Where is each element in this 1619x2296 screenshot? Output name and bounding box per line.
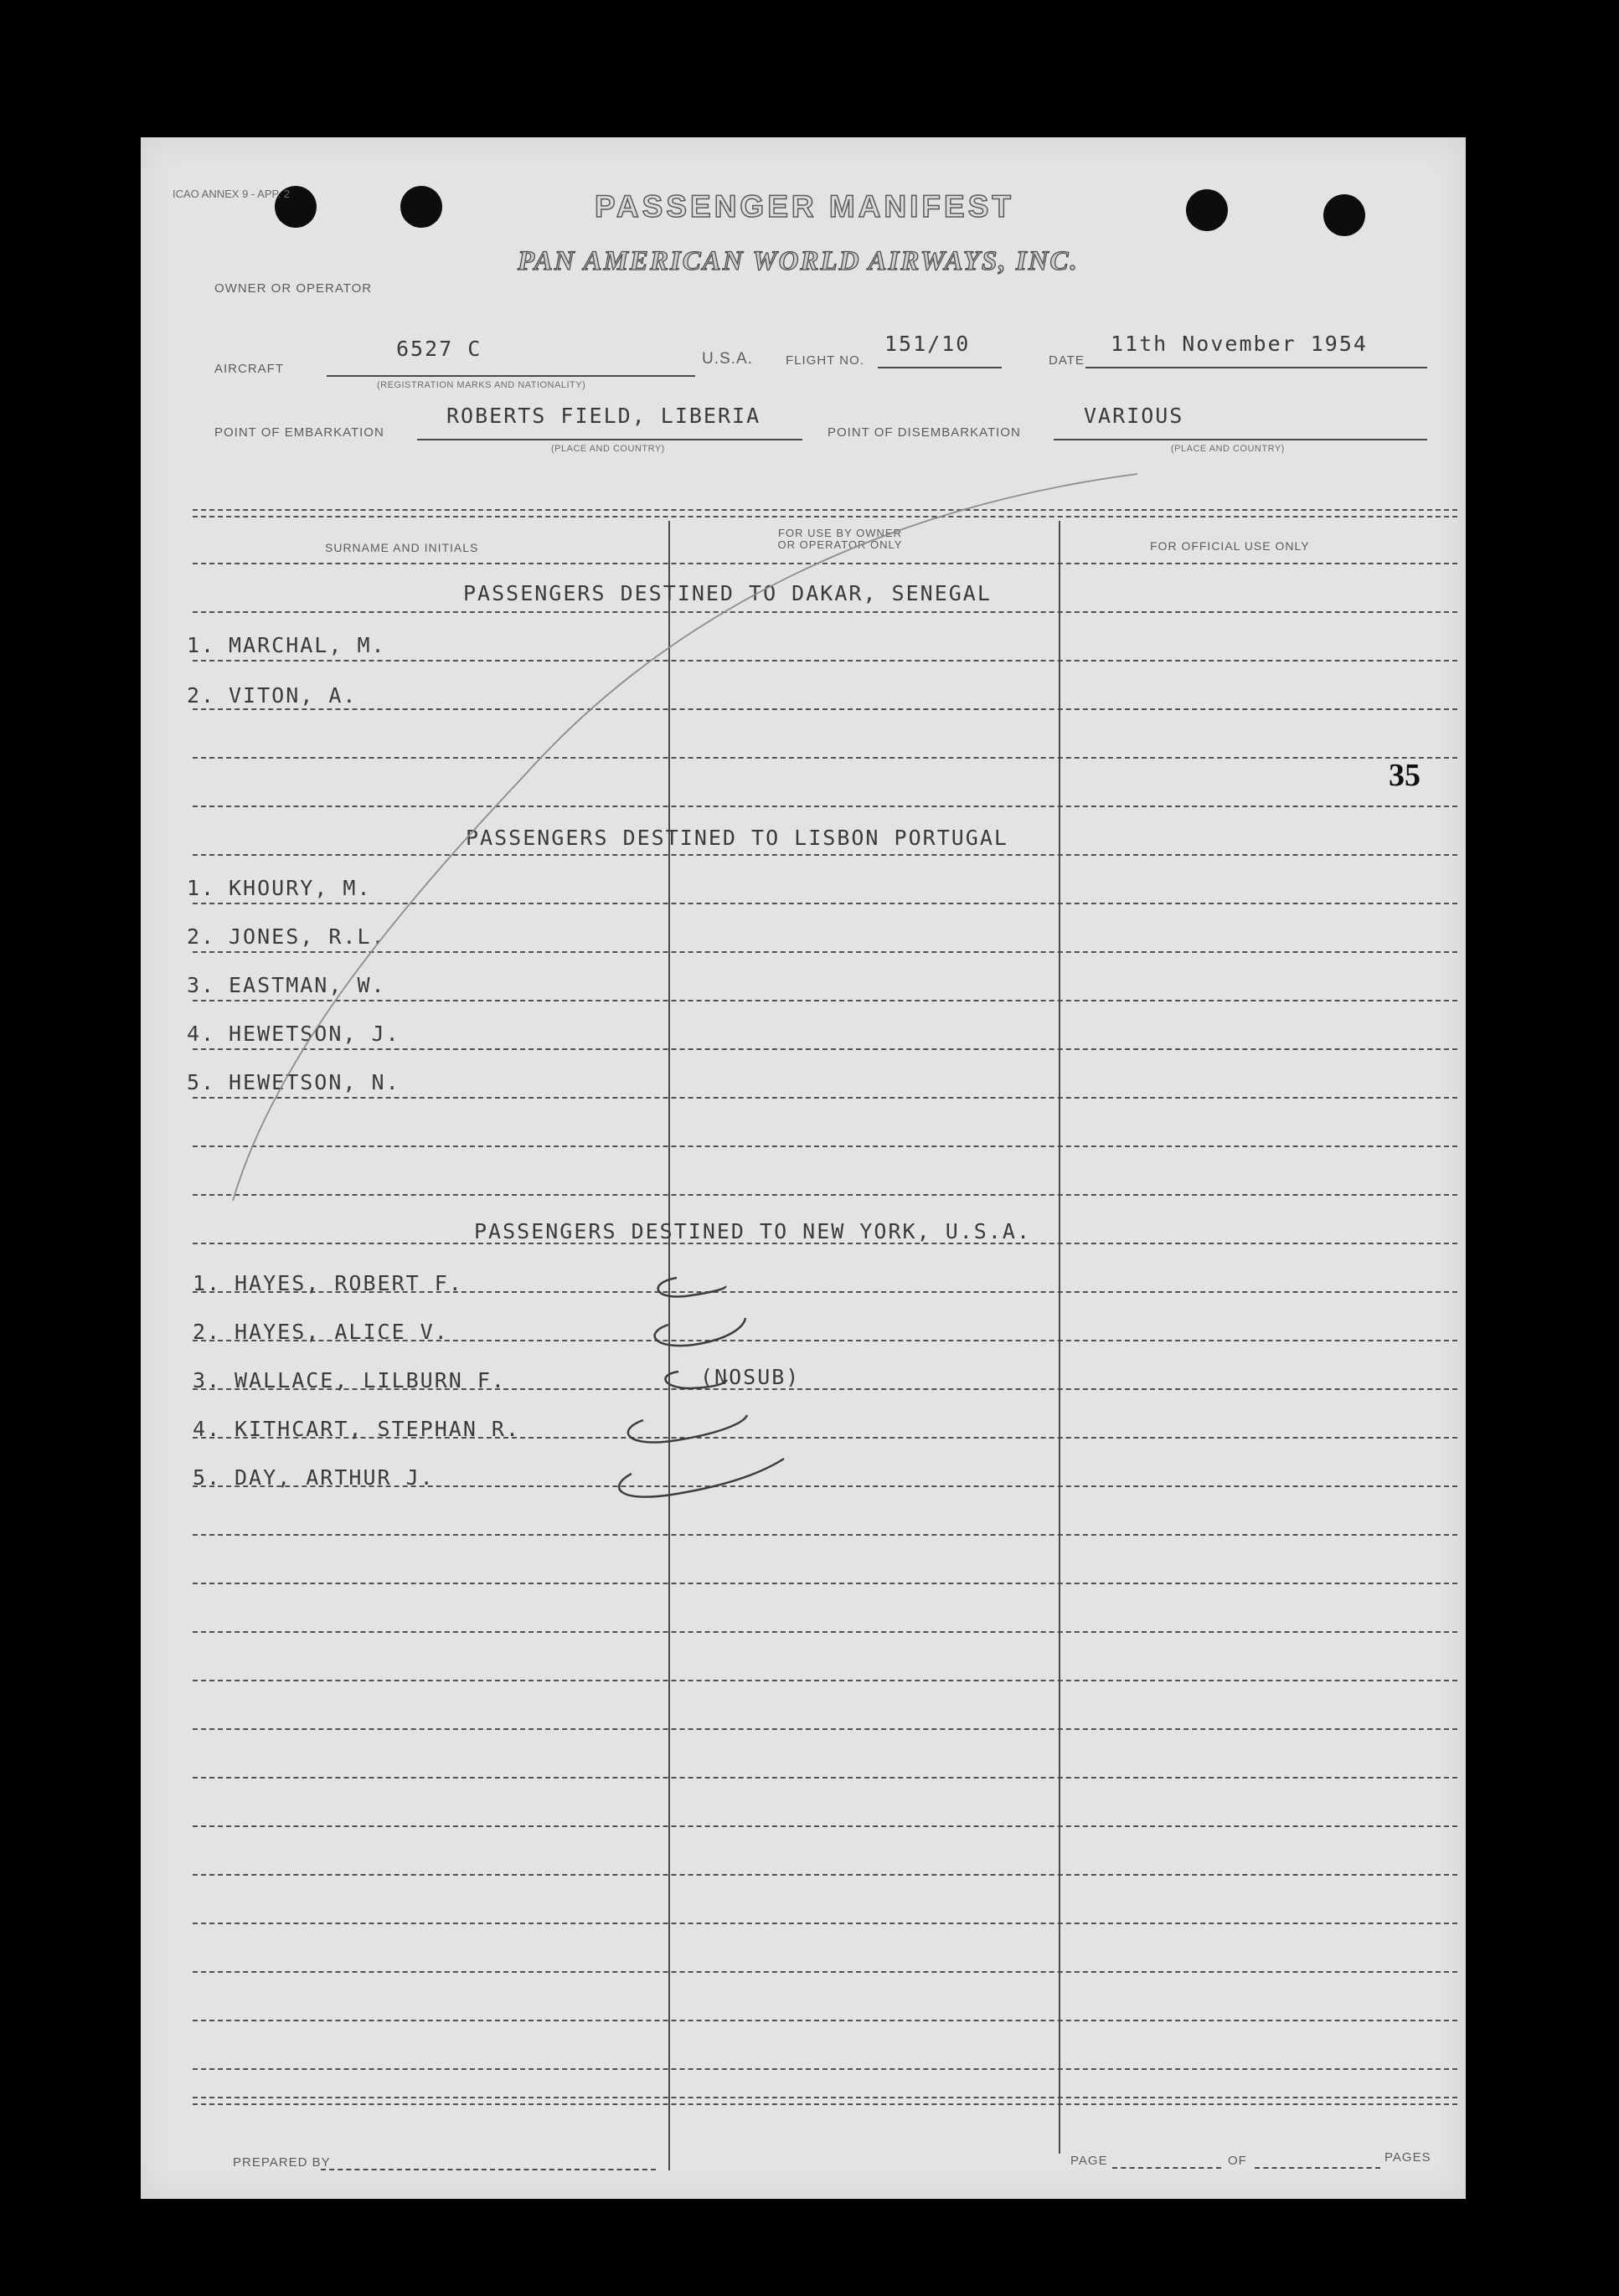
flight-value: 151/10 <box>884 332 971 356</box>
handwritten-marks <box>141 137 1466 2199</box>
owner-label: OWNER OR OPERATOR <box>214 281 373 296</box>
nationality-label: U.S.A. <box>702 350 753 368</box>
disembarkation-caption: (PLACE AND COUNTRY) <box>1171 444 1285 454</box>
footer-rule <box>193 2103 1457 2105</box>
check-mark <box>628 1415 747 1443</box>
page-label: PAGE <box>1070 2154 1108 2168</box>
passenger-name: HAYES, ALICE V. <box>235 1320 449 1344</box>
passenger-number: 1. <box>193 1271 222 1295</box>
passenger-number: 5. <box>187 1070 216 1094</box>
page-title: PASSENGER MANIFEST <box>595 189 1014 224</box>
passenger-name: HEWETSON, J. <box>229 1022 400 1046</box>
passenger-number: 1. <box>187 633 216 657</box>
form-reference-line: ICAO ANNEX 9 - APP. 2 <box>173 188 290 200</box>
prepared-by-underline <box>321 2169 656 2170</box>
check-mark <box>619 1459 784 1497</box>
passenger-name: VITON, A. <box>229 683 358 708</box>
passenger-name: EASTMAN, W. <box>229 973 386 997</box>
passenger-number: 5. <box>193 1465 222 1490</box>
aircraft-label: AIRCRAFT <box>214 362 284 376</box>
flight-label: FLIGHT NO. <box>786 353 864 368</box>
check-mark <box>658 1278 725 1297</box>
embarkation-label: POINT OF EMBARKATION <box>214 425 384 440</box>
passenger-number: 2. <box>187 683 216 708</box>
airline-name: PAN AMERICAN WORLD AIRWAYS, INC. <box>518 246 1079 276</box>
column-header-official: FOR OFFICIAL USE ONLY <box>1150 539 1310 553</box>
check-mark <box>655 1318 745 1346</box>
passenger-number: 2. <box>187 924 216 949</box>
date-label-text: DATE <box>1049 353 1085 368</box>
column-header-surname: SURNAME AND INITIALS <box>325 541 479 554</box>
registration-caption: (REGISTRATION MARKS AND NATIONALITY) <box>377 380 586 390</box>
passenger-number: 2. <box>193 1320 222 1344</box>
passenger-name: DAY, ARTHUR J. <box>235 1465 435 1490</box>
passenger-name: WALLACE, LILBURN F. <box>235 1368 506 1393</box>
disembarkation-value: VARIOUS <box>1084 404 1184 428</box>
pages-label: PAGES <box>1384 2150 1431 2165</box>
passenger-number: 1. <box>187 876 216 900</box>
aircraft-value: 6527 C <box>396 337 482 361</box>
of-underline <box>1255 2167 1380 2169</box>
footer-rule <box>193 2097 1457 2098</box>
section-heading: PASSENGERS DESTINED TO NEW YORK, U.S.A. <box>474 1219 1031 1243</box>
section-heading: PASSENGERS DESTINED TO LISBON PORTUGAL <box>466 826 1008 850</box>
passenger-number: 4. <box>187 1022 216 1046</box>
of-label: OF <box>1228 2154 1247 2168</box>
column-header-owner: FOR USE BY OWNER OR OPERATOR ONLY <box>777 527 903 551</box>
page-underline <box>1112 2167 1221 2169</box>
disembarkation-label: POINT OF DISEMBARKATION <box>828 425 1021 440</box>
check-mark <box>665 1372 727 1388</box>
passenger-name: MARCHAL, M. <box>229 633 386 657</box>
passenger-name: HAYES, ROBERT F. <box>235 1271 463 1295</box>
passenger-number: 3. <box>193 1368 222 1393</box>
embarkation-value: ROBERTS FIELD, LIBERIA <box>446 404 761 428</box>
manifest-sheet <box>141 137 1466 2199</box>
passenger-name: KHOURY, M. <box>229 876 372 900</box>
passenger-note: (NOSUB) <box>700 1365 801 1389</box>
passenger-number: 4. <box>193 1417 222 1441</box>
prepared-by-label: PREPARED BY <box>233 2155 331 2170</box>
section-heading: PASSENGERS DESTINED TO DAKAR, SENEGAL <box>463 581 992 605</box>
passenger-name: JONES, R.L. <box>229 924 386 949</box>
passenger-number: 3. <box>187 973 216 997</box>
embarkation-caption: (PLACE AND COUNTRY) <box>551 444 665 454</box>
page-stamp-number: 35 <box>1389 758 1420 793</box>
date-value: 11th November 1954 <box>1111 332 1368 356</box>
pencil-stroke <box>233 474 1137 1201</box>
passenger-name: KITHCART, STEPHAN R. <box>235 1417 521 1441</box>
passenger-name: HEWETSON, N. <box>229 1070 400 1094</box>
